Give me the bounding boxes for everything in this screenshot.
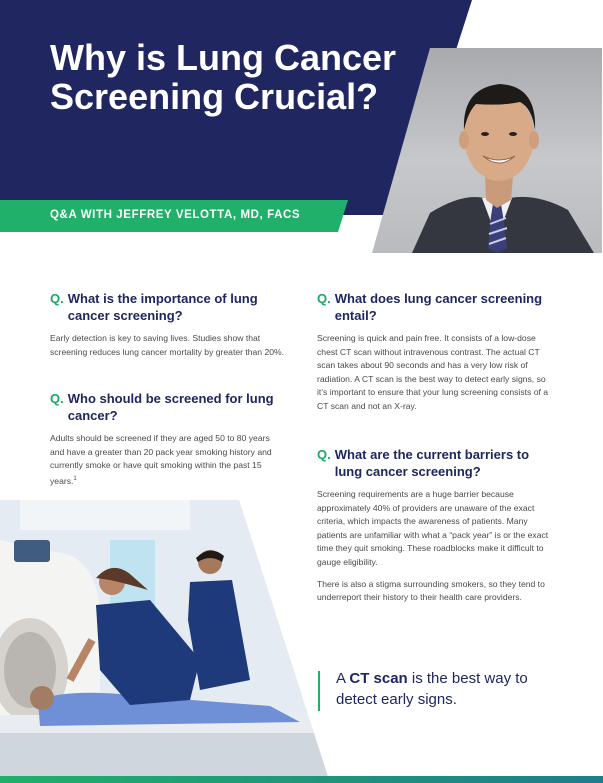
ct-scan-illustration: [0, 500, 330, 783]
pullquote: A CT scan is the best way to detect early signs.: [336, 670, 528, 708]
question-heading: [50, 290, 290, 324]
question-marker: Q.: [50, 391, 64, 406]
question-text: What are the current barriers to lung cancer screening?: [334, 447, 530, 479]
question-marker: Q.: [317, 291, 331, 306]
question-heading: [50, 390, 286, 424]
answer-text: Early detection is key to saving lives. Studies show that screening reduces lung cancer mortality by greater than 20%.: [50, 333, 285, 357]
question-heading: [317, 446, 557, 480]
ct-scan-photo: [0, 500, 330, 783]
subtitle: Q&A WITH JEFFREY VELOTTA, MD, FACS: [50, 209, 301, 221]
pullquote-emphasis: CT scan: [349, 670, 408, 687]
answer-text: Screening requirements are a huge barrier because approximately 40% of providers are unaware of the exact criteria, which impacts the awareness of patients. Many patients are unfamiliar with what a “pack year” is or the exact time they quit smoking. These roadblocks make it difficult to gauge eligibility.: [317, 489, 549, 567]
footer-band: [0, 776, 603, 783]
answer-text: Adults should be screened if they are aged 50 to 80 years and have a greater than 20 pack year smoking history and currently smoke or have quit smoking within the past 15 years.$^1$: [50, 433, 272, 486]
question-text: What is the importance of lung cancer screening?: [67, 291, 258, 323]
footnote-marker: 1: [73, 475, 77, 482]
pullquote-accent-bar: [318, 671, 320, 711]
answer-text: There is also a stigma surrounding smokers, so they tend to underreport their history to their health care providers.: [317, 578, 545, 603]
qa-what-entails: [317, 290, 557, 414]
qa-importance: [50, 290, 290, 359]
question-text: What does lung cancer screening entail?: [334, 291, 543, 323]
question-marker: Q.: [50, 291, 64, 306]
answer-text: Screening is quick and pain free. It consists of a low-dose chest CT scan without intravenous contrast. The actual CT scan takes about 90 seconds and has a very low risk of radiation. A CT scan is the best way to detect early signs, so it’s important to ensure that your lung screening consists of a CT scan and not an X-ray.: [317, 333, 549, 411]
qa-barriers: [317, 446, 557, 605]
page-title: Why is Lung Cancer Screening Crucial?: [50, 37, 397, 117]
qa-who-screened: [50, 390, 286, 488]
question-text: Who should be screened for lung cancer?: [67, 391, 274, 423]
question-marker: Q.: [317, 447, 331, 462]
question-heading: [317, 290, 557, 324]
